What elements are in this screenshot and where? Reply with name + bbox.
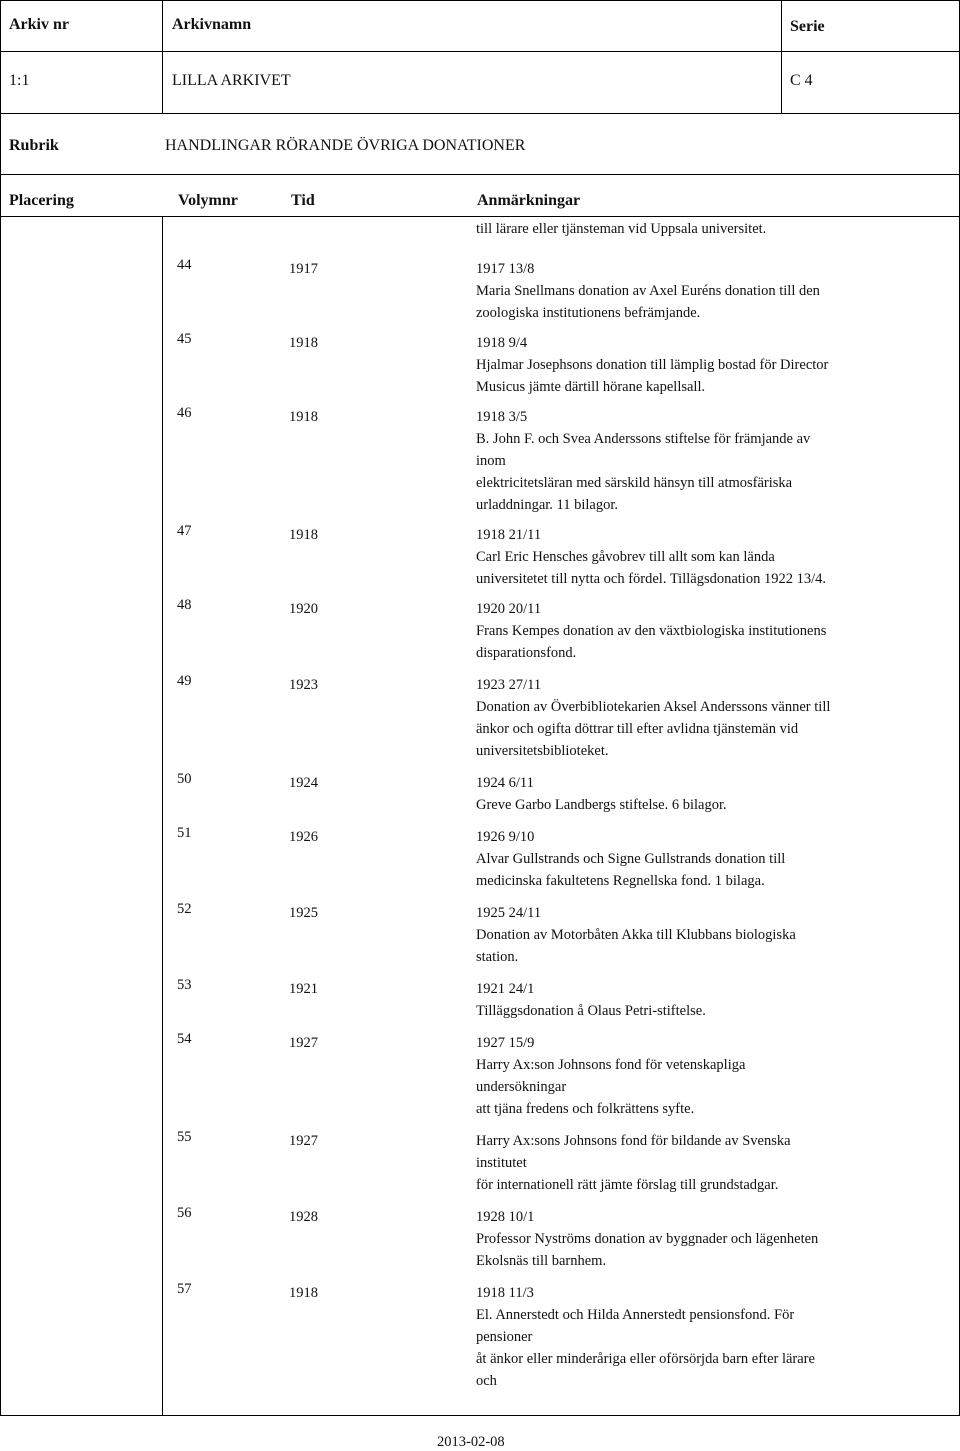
arkivnamn-label: Arkivnamn	[172, 16, 252, 33]
tid-cell: 1926	[289, 829, 318, 845]
volymnr-cell: 53	[177, 977, 192, 993]
divider-header-values	[0, 113, 960, 114]
anmarkning-cell: 1918 9/4 Hjalmar Josephsons donation till lämplig bostad för Director Musicus jämte därtill hörane kapellsall.	[476, 335, 829, 395]
anmarkning-cell: 1918 21/11 Carl Eric Hensches gåvobrev till allt som kan lända universitetet till nytta och fördel. Tillägsdonation 1922 13/4.	[476, 527, 826, 587]
volymnr-cell: 45	[177, 331, 192, 347]
divider-col-serie	[781, 0, 782, 113]
divider-col-arkivnamn	[162, 0, 163, 113]
volymnr-cell: 54	[177, 1031, 192, 1047]
tid-cell: 1927	[289, 1133, 318, 1149]
arkivnr-label: Arkiv nr	[9, 16, 69, 33]
tid-cell: 1927	[289, 1035, 318, 1051]
tid-cell: 1918	[289, 1285, 318, 1301]
volymnr-cell: 55	[177, 1129, 192, 1145]
tid-cell: 1928	[289, 1209, 318, 1225]
footer-date: 2013-02-08	[437, 1434, 505, 1450]
tid-cell: 1918	[289, 335, 318, 351]
serie-value: C 4	[790, 72, 813, 89]
border-left	[0, 0, 1, 1415]
col-header-placering: Placering	[9, 192, 74, 209]
anmarkning-cell: 1928 10/1 Professor Nyströms donation av byggnader och lägenheten Ekolsnäs till barnhem.	[476, 1209, 819, 1269]
tid-cell: 1918	[289, 527, 318, 543]
anmarkning-cell: 1924 6/11 Greve Garbo Landbergs stiftelse. 6 bilagor.	[476, 775, 727, 813]
anmarkning-cell: Harry Ax:sons Johnsons fond för bildande av Svenska institutet för internationell rätt jämte förslag till grundstadgar.	[476, 1133, 791, 1193]
volymnr-cell: 46	[177, 405, 192, 421]
col-header-anmarkningar: Anmärkningar	[477, 192, 581, 209]
col-header-volymnr: Volymnr	[178, 192, 238, 209]
divider-rubrik	[0, 174, 960, 175]
volymnr-cell: 49	[177, 673, 192, 689]
volymnr-cell: 52	[177, 901, 192, 917]
anmarkning-cell: 1923 27/11 Donation av Överbibliotekarien Aksel Anderssons vänner till änkor och ogifta döttrar till efter avlidna tjänstemän vid universitetsbiblioteket.	[476, 677, 831, 759]
serie-label: Serie	[790, 18, 825, 35]
volymnr-cell: 51	[177, 825, 192, 841]
arkivnamn-value: LILLA ARKIVET	[172, 72, 291, 89]
anmarkning-cell: 1917 13/8 Maria Snellmans donation av Axel Euréns donation till den zoologiska institutionens befrämjande.	[476, 261, 820, 321]
anmarkning-cell: 1927 15/9 Harry Ax:son Johnsons fond för vetenskapliga undersökningar att tjäna fredens och folkrättens syfte.	[476, 1035, 746, 1117]
divider-col-placering	[162, 216, 163, 1415]
anmarkning-cell: 1926 9/10 Alvar Gullstrands och Signe Gullstrands donation till medicinska fakultetens Regnellska fond. 1 bilaga.	[476, 829, 786, 889]
volymnr-cell: 56	[177, 1205, 192, 1221]
volymnr-cell: 48	[177, 597, 192, 613]
anmarkning-cell: 1918 3/5 B. John F. och Svea Anderssons stiftelse för främjande av inom elektricitetsläran med särskild hänsyn till atmosfäriska urladdningar. 11 bilagor.	[476, 409, 811, 513]
volymnr-cell: 50	[177, 771, 192, 787]
volymnr-cell: 44	[177, 257, 192, 273]
continuation-text: till lärare eller tjänsteman vid Uppsala universitet.	[476, 221, 767, 237]
anmarkning-cell: 1918 11/3 El. Annerstedt och Hilda Annerstedt pensionsfond. För pensioner åt änkor eller minderåriga eller oförsörjda barn efter lärare och	[476, 1285, 815, 1389]
arkivnr-value: 1:1	[9, 72, 30, 89]
tid-cell: 1925	[289, 905, 318, 921]
col-header-tid: Tid	[291, 192, 315, 209]
divider-header-labels	[0, 51, 960, 52]
volymnr-cell: 57	[177, 1281, 192, 1297]
border-top	[0, 0, 960, 1]
tid-cell: 1918	[289, 409, 318, 425]
border-bottom	[0, 1415, 960, 1416]
tid-cell: 1917	[289, 261, 318, 277]
tid-cell: 1923	[289, 677, 318, 693]
volymnr-cell: 47	[177, 523, 192, 539]
anmarkning-cell: 1921 24/1 Tilläggsdonation å Olaus Petri-stiftelse.	[476, 981, 706, 1019]
divider-column-headers	[0, 216, 960, 217]
anmarkning-cell: 1925 24/11 Donation av Motorbåten Akka till Klubbans biologiska station.	[476, 905, 796, 965]
anmarkning-cell: 1920 20/11 Frans Kempes donation av den växtbiologiska institutionens disparationsfond.	[476, 601, 827, 661]
rubrik-label: Rubrik	[9, 137, 59, 154]
rubrik-value: HANDLINGAR RÖRANDE ÖVRIGA DONATIONER	[165, 137, 526, 154]
tid-cell: 1924	[289, 775, 318, 791]
tid-cell: 1921	[289, 981, 318, 997]
tid-cell: 1920	[289, 601, 318, 617]
